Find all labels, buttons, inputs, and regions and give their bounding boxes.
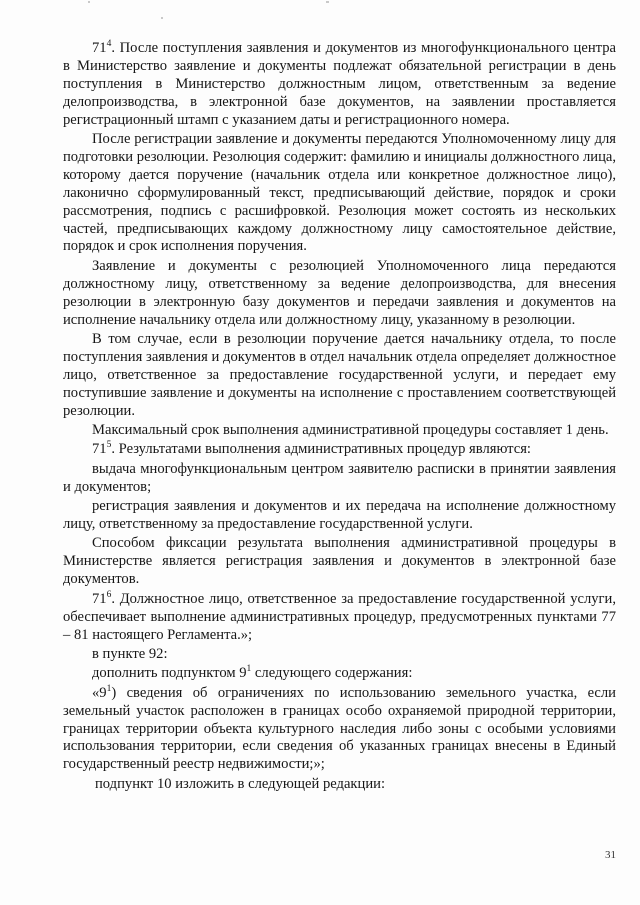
scan-speck	[161, 17, 163, 19]
paragraph-71-6	[63, 591, 616, 645]
paragraph-resolution	[63, 131, 616, 256]
clause-number: 71	[92, 40, 107, 56]
clause-number: «9	[92, 684, 107, 701]
paragraph-subclause-9-1	[63, 685, 616, 775]
clause-superscript: 4	[106, 39, 112, 50]
paragraph-text: выдача многофункциональным центром заявителю расписки в принятии заявления и документов;	[63, 460, 616, 495]
paragraph-add-subclause	[63, 665, 616, 683]
clause-superscript: 1	[246, 664, 252, 675]
paragraph-text: подпункт 10 изложить в следующей редакции:	[95, 775, 386, 792]
clause-superscript: 1	[106, 683, 112, 694]
paragraph-text: в пункте 92:	[92, 645, 168, 662]
paragraph-clause-92	[63, 646, 616, 664]
paragraph-text: . После поступления заявления и документов из многофункционального центра в Министерство заявление и документы подлежат обязательной регистрации в день поступления в Министерство должностным лицом, ответственным за ведение делопроизводства, в электронной базе документов, на заявлении проставляется регистрационный штамп с указанием даты и регистрационного номера.	[63, 40, 616, 128]
clause-superscript: 5	[106, 440, 112, 451]
clause-superscript: 6	[106, 589, 112, 600]
paragraph-text: Способом фиксации результата выполнения административной процедуры в Министерстве является регистрация заявления и документов в электронной базе документов.	[63, 535, 616, 588]
paragraph-text: После регистрации заявление и документы передаются Уполномоченному лицу для подготовки резолюции. Резолюция содержит: фамилию и инициалы должностного лица, которому дается поручение (начальник отдела или конкретное должностное лицо), лаконично сформулированный текст, предписывающий действие, порядок и сроки рассмотрения, подпись с расшифровкой. Резолюция может состоять из нескольких частей, предписывающих каждому должностному лицу самостоятельное действие, порядок и срок исполнения поручения.	[63, 131, 616, 255]
paragraph-71-4	[63, 40, 616, 130]
clause-number: 71	[92, 441, 107, 458]
paragraph-text: регистрация заявления и документов и их передача на исполнение должностному лицу, ответственному за предоставление государственной услуги.	[63, 498, 616, 533]
paragraph-max-term	[63, 422, 616, 440]
paragraph-text: дополнить подпунктом 9	[92, 665, 247, 682]
paragraph-text: Заявление и документы с резолюцией Уполномоченного лица передаются должностному лицу, ответственному за ведение делопроизводства, для внесения резолюции в электронную базу документов и передачи заявления и документов на исполнение начальнику отдела или должностному лицу, указанному в резолюции.	[63, 257, 616, 328]
paragraph-text: Максимальный срок выполнения административной процедуры составляет 1 день.	[92, 422, 609, 439]
paragraph-text: . Результатами выполнения административных процедур являются:	[111, 441, 531, 458]
paragraph-department-head	[63, 331, 616, 421]
paragraph-text: ) сведения об ограничениях по использованию земельного участка, если земельный участок расположен в границах особо охраняемой природной территории, границах территории объекта культурного наследия либо зоны с особыми условиями использования территории, если сведения об указанных границах внесены в Единый государственный реестр недвижимости;»;	[63, 684, 616, 773]
document-body	[63, 40, 616, 795]
scan-speck	[326, 1, 329, 3]
paragraph-transfer	[63, 258, 616, 330]
paragraph-fixation-method	[63, 535, 616, 589]
page-number: 31	[605, 849, 616, 861]
paragraph-result-registration	[63, 498, 616, 534]
paragraph-text: . Должностное лицо, ответственное за предоставление государственной услуги, обеспечивает выполнение административных процедур, предусмотренных пунктами 77 – 81 настоящего Регламента.»;	[63, 590, 616, 643]
clause-number: 71	[92, 590, 107, 607]
scan-speck	[88, 1, 90, 3]
paragraph-text: В том случае, если в резолюции поручение дается начальнику отдела, то после поступления заявления и документов в отдел начальник отдела определяет должностное лицо, ответственное за предоставление государственной услуги, и передает ему поступившие заявление и документы на исполнение с проставлением соответствующей резолюции.	[63, 331, 616, 419]
paragraph-result-receipt	[63, 461, 616, 497]
paragraph-71-5	[63, 441, 616, 459]
paragraph-subclause-10	[63, 776, 616, 794]
paragraph-text: следующего содержания:	[251, 665, 413, 682]
